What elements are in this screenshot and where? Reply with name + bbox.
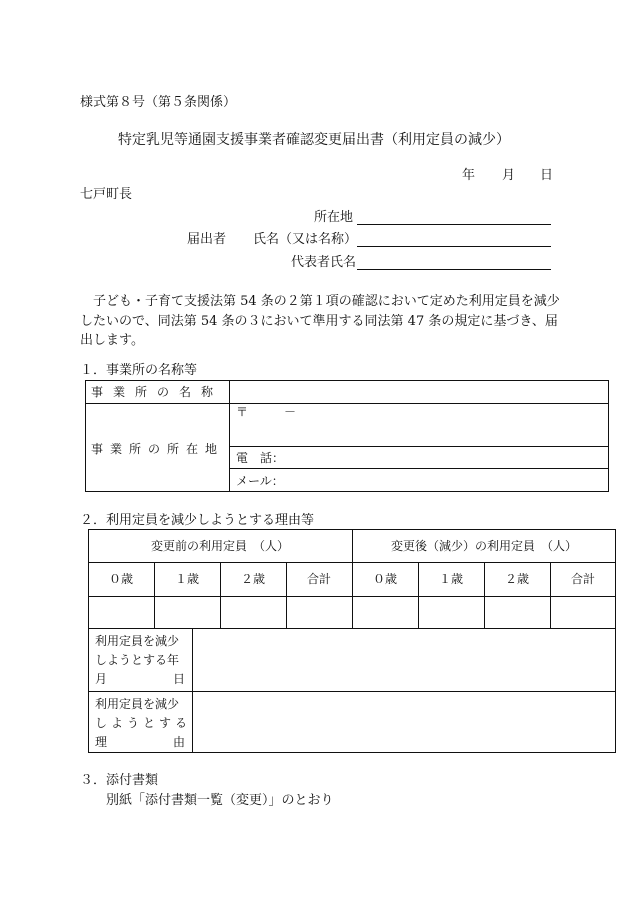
reduction-reason-label-line1: 利用定員を減少 <box>95 697 180 711</box>
facility-name-label <box>91 384 223 400</box>
input-after-age0[interactable] <box>353 597 417 628</box>
input-after-age2[interactable] <box>485 597 549 628</box>
document-title: 特定乳児等通園支援事業者確認変更届出書（利用定員の減少） <box>118 132 510 148</box>
col-before-age2: ２歳 <box>240 572 265 586</box>
col-before-age1: １歳 <box>174 572 199 586</box>
body-line-1: 子ども・子育て支援法第 54 条の２第１項の確認において定めた利用定員を減少 <box>93 294 560 309</box>
phone-field[interactable] <box>285 448 607 467</box>
section3-heading: ３．添付書類 <box>80 773 159 788</box>
after-header: 変更後（減少）の利用定員 （人） <box>390 538 577 553</box>
attachments-content: 別紙「添付書類一覧（変更）」のとおり <box>106 793 334 808</box>
col-after-total: 合計 <box>570 572 595 586</box>
facility-table-row-line <box>85 403 609 404</box>
phone-label: 電 話： <box>236 451 285 465</box>
reduction-date-label <box>95 633 252 687</box>
reduction-date-field[interactable] <box>194 630 614 690</box>
facility-name-field[interactable] <box>230 381 608 402</box>
applicant-name-field[interactable] <box>357 246 551 247</box>
applicant-heading: 届出者 <box>187 232 227 247</box>
reduction-date-label-line2: しようとする年 <box>95 653 180 667</box>
reduction-reason-label-line2: しようとする <box>95 716 192 730</box>
reduction-reason-field[interactable] <box>194 693 614 751</box>
col-before-age0: ０歳 <box>108 572 133 586</box>
date-year-label: 年 <box>462 168 476 183</box>
section1-heading: １．事業所の名称等 <box>80 363 198 378</box>
applicant-address-label: 所在地 <box>314 210 354 225</box>
input-after-age1[interactable] <box>419 597 483 628</box>
col-after-age2: ２歳 <box>504 572 529 586</box>
facility-address-field[interactable] <box>250 405 608 443</box>
col-after-age0: ０歳 <box>372 572 397 586</box>
addressee: 七戸町長 <box>80 187 133 202</box>
facility-name-label-text: 事業所の名称 <box>91 385 224 399</box>
col-after-age1: １歳 <box>438 572 463 586</box>
col-before-total: 合計 <box>306 572 331 586</box>
postal-mark: 〒 <box>236 405 249 419</box>
applicant-rep-field[interactable] <box>357 269 551 270</box>
email-label: メール： <box>236 474 284 488</box>
applicant-rep-label: 代表者氏名 <box>291 255 357 270</box>
reduction-reason-label-line3: 理由 <box>95 735 252 749</box>
email-field[interactable] <box>285 470 607 490</box>
reduction-date-label-line1: 利用定員を減少 <box>95 634 180 648</box>
input-before-age1[interactable] <box>155 597 219 628</box>
reason-table-row-line <box>88 691 616 692</box>
reduction-date-label-line3-text: 月日 <box>95 672 252 686</box>
section2-heading: ２．利用定員を減少しようとする理由等 <box>80 513 315 528</box>
before-header: 変更前の利用定員 （人） <box>150 538 289 553</box>
facility-table-row-line <box>229 446 609 447</box>
form-number: 様式第８号（第５条関係） <box>80 95 237 110</box>
postal-dash: － <box>284 405 297 419</box>
reduction-reason-label <box>95 696 252 750</box>
date-day-label: 日 <box>540 168 554 183</box>
input-before-age0[interactable] <box>89 597 153 628</box>
input-before-age2[interactable] <box>221 597 285 628</box>
applicant-address-field[interactable] <box>357 224 551 225</box>
date-month-label: 月 <box>502 168 516 183</box>
applicant-name-label: 氏名（又は名称） <box>253 232 358 247</box>
reduction-date-label-line3 <box>95 671 252 687</box>
input-after-total[interactable] <box>551 597 615 628</box>
body-line-2: したいので、同法第 54 条の３において準用する同法第 47 条の規定に基づき、届 <box>80 314 558 329</box>
input-before-total[interactable] <box>287 597 351 628</box>
body-line-3: 出します。 <box>80 333 144 348</box>
facility-address-label: 事業所の所在地 <box>91 442 225 456</box>
facility-table-row-line <box>229 468 609 469</box>
